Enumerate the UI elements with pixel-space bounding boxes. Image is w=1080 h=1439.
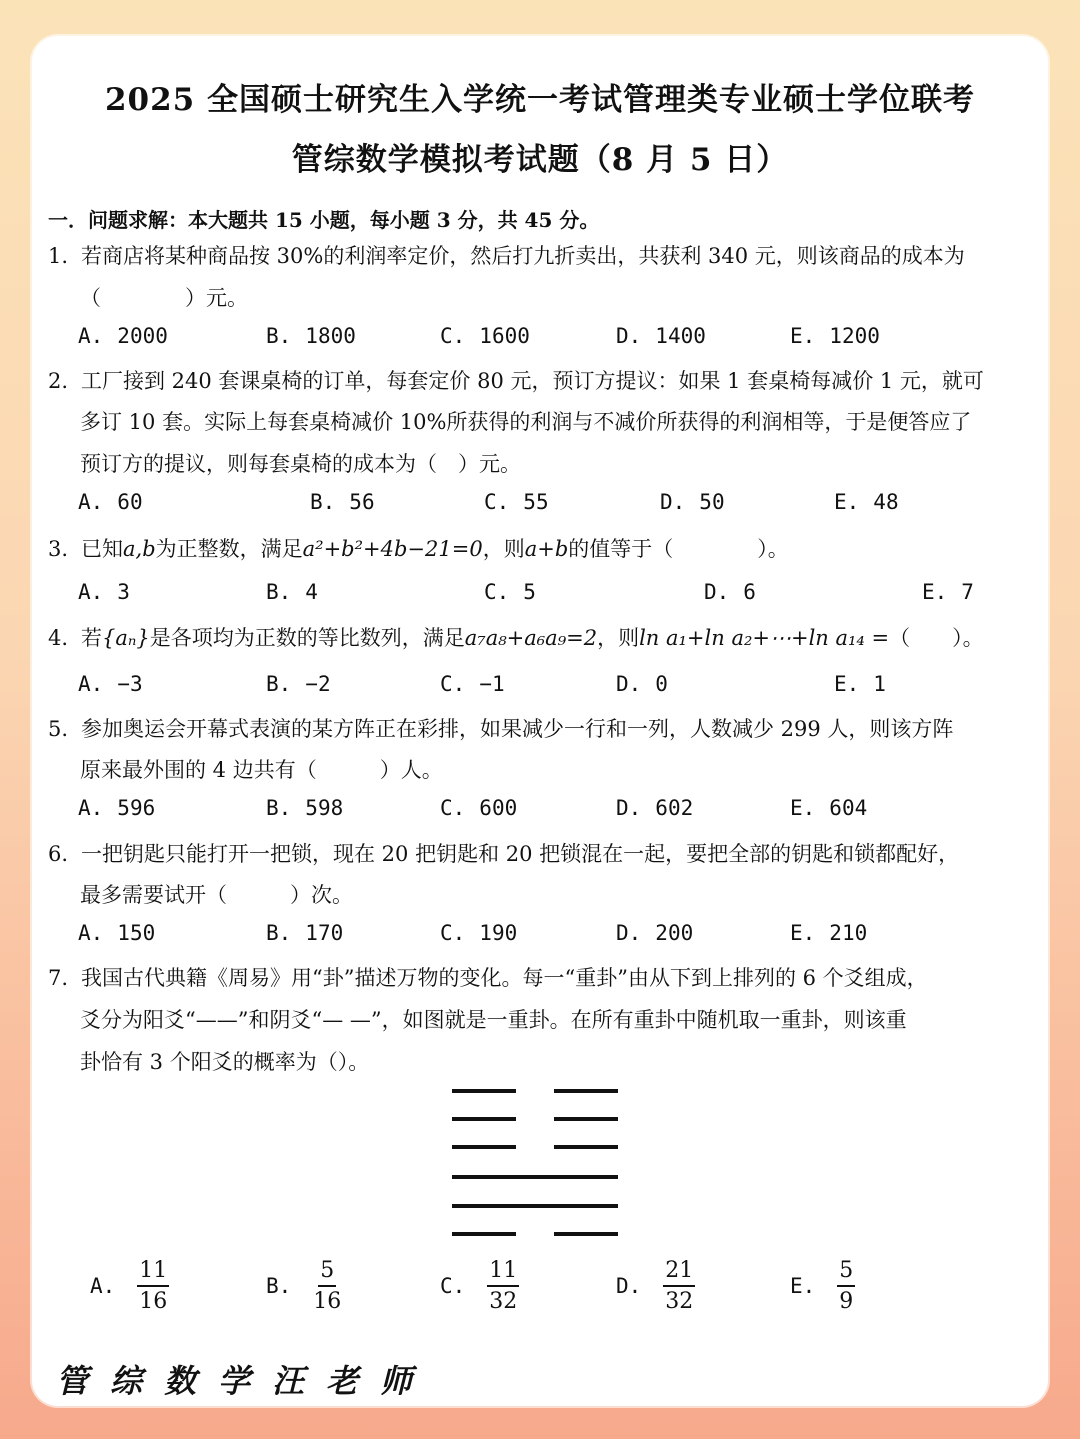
- question-7-line-3: 卦恰有 3 个阳爻的概率为（）。: [80, 1050, 370, 1074]
- option-a[interactable]: A. 11 16: [90, 1258, 168, 1314]
- option-e[interactable]: E. 210: [790, 921, 868, 945]
- option-e[interactable]: E. 1: [834, 672, 886, 696]
- option-a[interactable]: A. 596: [78, 796, 156, 820]
- question-7-line-1: 7. 我国古代典籍《周易》用“卦”描述万物的变化。每一“重卦”由从下到上排列的 6 个爻组成，: [48, 966, 928, 990]
- paper-card: [32, 36, 1048, 1406]
- question-4-options: [78, 672, 978, 702]
- question-3-options: [78, 580, 978, 610]
- question-3: 3. 已知a,b为正整数，满足a²+b²+4b−21=0，则a+b的值等于（ ）。: [48, 537, 789, 561]
- option-c[interactable]: C. 55: [484, 490, 549, 514]
- option-e[interactable]: E. 604: [790, 796, 868, 820]
- option-e[interactable]: E. 5 9: [790, 1258, 854, 1314]
- option-a[interactable]: A. 3: [78, 580, 130, 604]
- option-d[interactable]: D. 21 32: [616, 1258, 694, 1314]
- option-b[interactable]: B. 56: [310, 490, 375, 514]
- option-b[interactable]: B. 1800: [266, 324, 356, 348]
- question-2-options: [78, 490, 978, 520]
- question-2-line-3: 预订方的提议，则每套桌椅的成本为（ ）元。: [80, 452, 521, 476]
- option-b[interactable]: B. 598: [266, 796, 344, 820]
- option-a[interactable]: A. −3: [78, 672, 143, 696]
- option-b[interactable]: B. 170: [266, 921, 344, 945]
- option-c[interactable]: C. 190: [440, 921, 518, 945]
- question-1-line-1: 1. 若商店将某种商品按 30%的利润率定价，然后打九折卖出，共获利 340 元，则该商品的成本为: [48, 244, 965, 268]
- option-c[interactable]: C. −1: [440, 672, 505, 696]
- question-7-line-2: 爻分为阳爻“——”和阴爻“— —”，如图就是一重卦。在所有重卦中随机取一重卦，则该重: [80, 1008, 907, 1032]
- question-5-line-1: 5. 参加奥运会开幕式表演的某方阵正在彩排，如果减少一行和一列，人数减少 299 人，则该方阵: [48, 717, 954, 741]
- option-c[interactable]: C. 11 32: [440, 1258, 518, 1314]
- author-signature: 管综数学汪老师: [56, 1362, 435, 1400]
- question-6-options: [78, 921, 978, 951]
- option-e[interactable]: E. 1200: [790, 324, 880, 348]
- option-c[interactable]: C. 600: [440, 796, 518, 820]
- question-6-line-1: 6. 一把钥匙只能打开一把锁，现在 20 把钥匙和 20 把锁混在一起，要把全部的钥匙和锁都配好，: [48, 842, 960, 866]
- question-1-options: [78, 324, 978, 354]
- option-d[interactable]: D. 0: [616, 672, 668, 696]
- option-d[interactable]: D. 602: [616, 796, 694, 820]
- option-c[interactable]: C. 1600: [440, 324, 530, 348]
- question-1-line-2: （ ）元。: [80, 286, 248, 310]
- yin-line: [452, 1232, 618, 1236]
- question-2-line-2: 多订 10 套。实际上每套桌椅减价 10%所获得的利润与不减价所获得的利润相等，于是便答应了: [80, 410, 972, 434]
- option-e[interactable]: E. 48: [834, 490, 899, 514]
- option-b[interactable]: B. 4: [266, 580, 318, 604]
- hexagram-figure: [452, 1086, 622, 1246]
- option-b[interactable]: B. −2: [266, 672, 331, 696]
- question-5-options: [78, 796, 978, 826]
- option-b[interactable]: B. 5 16: [266, 1258, 342, 1314]
- yang-line: [452, 1204, 618, 1208]
- yin-line: [452, 1145, 618, 1149]
- section-heading: 一．问题求解：本大题共 15 小题，每小题 3 分，共 45 分。: [48, 208, 600, 232]
- option-a[interactable]: A. 150: [78, 921, 156, 945]
- option-d[interactable]: D. 50: [660, 490, 725, 514]
- page-subtitle: 管综数学模拟考试题（8 月 5 日）: [291, 142, 789, 178]
- question-4: 4. 若{aₙ}是各项均为正数的等比数列，满足a₇a₈+a₆a₉=2，则ln a₁+ln a₂+⋯+ln a₁₄ =（ ）。: [48, 626, 984, 650]
- question-6-line-2: 最多需要试开（ ）次。: [80, 883, 353, 907]
- option-e[interactable]: E. 7: [922, 580, 974, 604]
- question-number: 1.: [48, 244, 69, 268]
- option-d[interactable]: D. 6: [704, 580, 756, 604]
- option-a[interactable]: A. 60: [78, 490, 143, 514]
- yin-line: [452, 1117, 618, 1121]
- yin-line: [452, 1089, 618, 1093]
- option-a[interactable]: A. 2000: [78, 324, 168, 348]
- yang-line: [452, 1175, 618, 1179]
- question-2-line-1: 2. 工厂接到 240 套课桌椅的订单，每套定价 80 元，预订方提议：如果 1 套桌椅每减价 1 元，就可: [48, 369, 984, 393]
- option-c[interactable]: C. 5: [484, 580, 536, 604]
- option-d[interactable]: D. 1400: [616, 324, 706, 348]
- page-title: 2025 全国硕士研究生入学统一考试管理类专业硕士学位联考: [104, 82, 976, 118]
- option-d[interactable]: D. 200: [616, 921, 694, 945]
- question-5-line-2: 原来最外围的 4 边共有（ ）人。: [80, 758, 443, 782]
